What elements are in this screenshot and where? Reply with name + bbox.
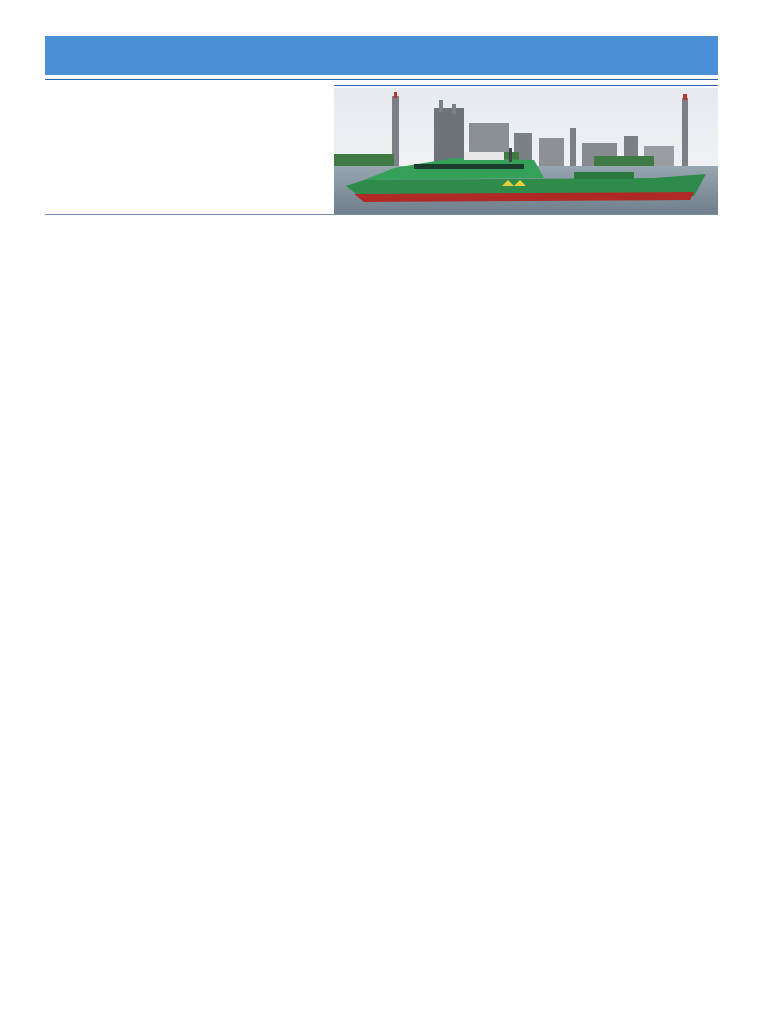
title-banner <box>45 36 718 75</box>
vessel-photo <box>334 88 718 214</box>
photo-top-divider <box>334 85 718 86</box>
photo-bottom-divider <box>45 214 718 215</box>
header-divider <box>45 79 718 80</box>
